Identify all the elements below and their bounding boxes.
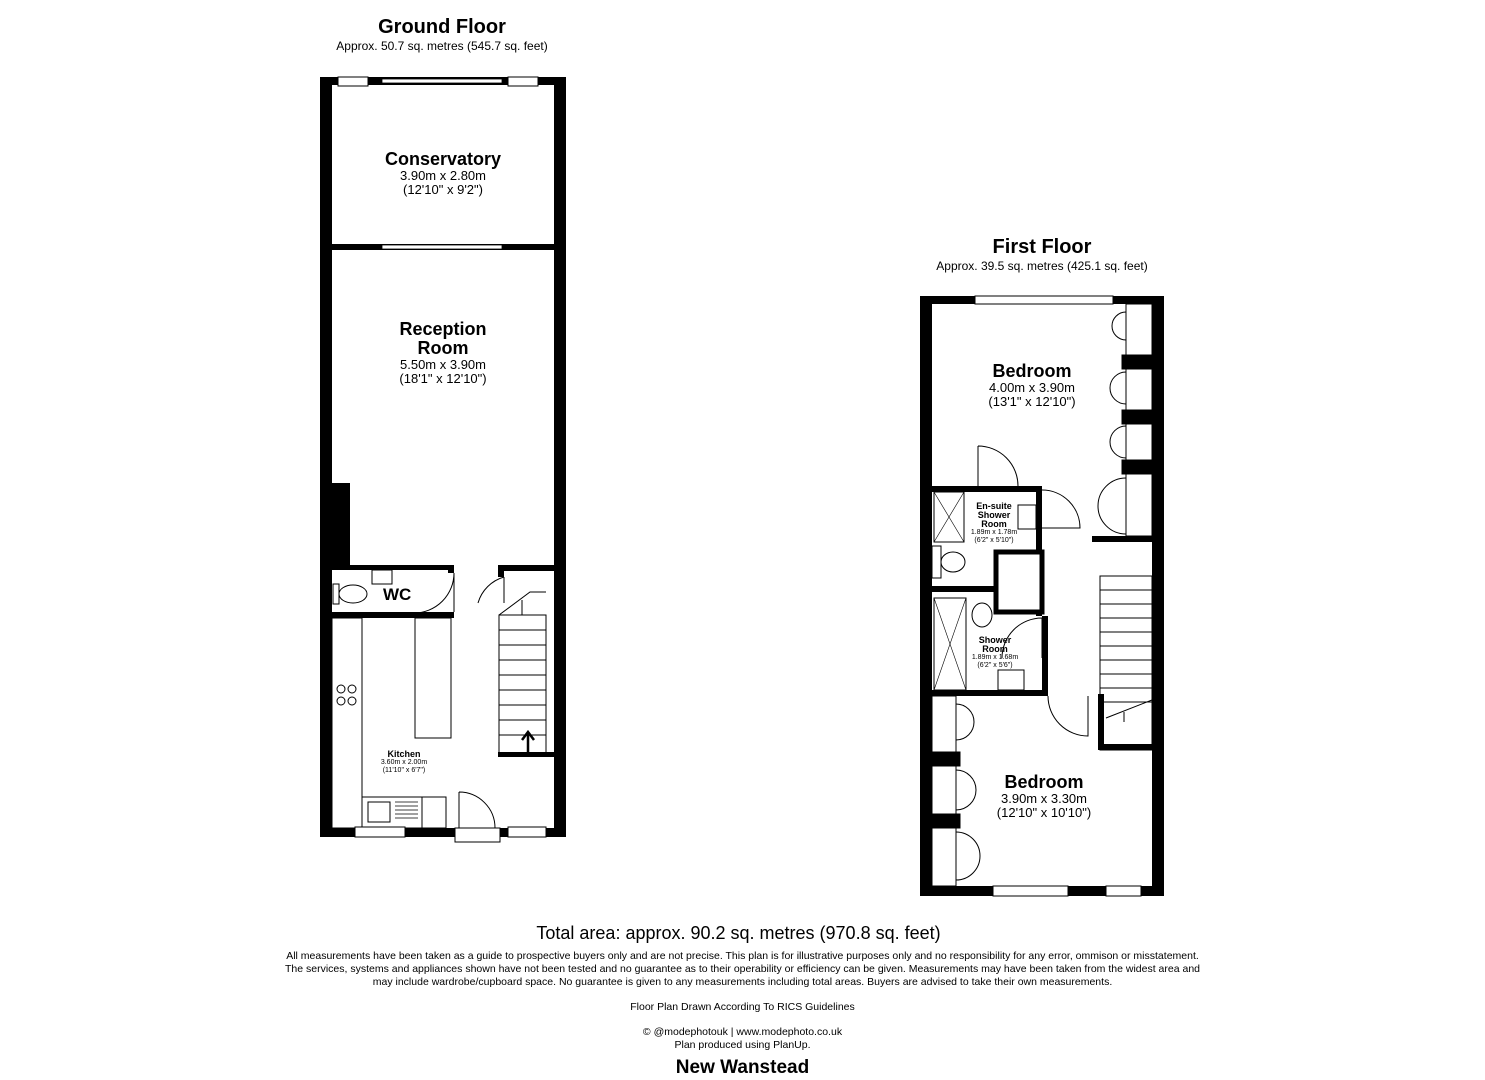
- room-dimensions-imperial: (13'1" x 12'10"): [988, 394, 1076, 409]
- gf-wall: [332, 565, 454, 570]
- rics-guidelines: Floor Plan Drawn According To RICS Guidelines: [630, 1001, 855, 1013]
- ff-wall: [1042, 616, 1048, 696]
- produced-by-line: Plan produced using PlanUp.: [674, 1039, 811, 1051]
- total-area: Total area: approx. 90.2 sq. metres (970.8 sq. feet): [536, 923, 941, 943]
- ff-door-swing: [1048, 696, 1088, 736]
- gf-door-swing: [414, 573, 454, 613]
- room-label-reception: [342, 320, 544, 386]
- room-name: Shower: [978, 635, 1012, 645]
- first-floor-area: Approx. 39.5 sq. metres (425.1 sq. feet): [936, 259, 1148, 273]
- gf-door-swing: [459, 792, 495, 828]
- wardrobe: [1098, 304, 1152, 536]
- room-dimensions-metric: 3.60m x 2.00m: [380, 759, 428, 766]
- room-name: Kitchen: [387, 749, 421, 759]
- room-dimensions-metric: 1.89m x 1.78m: [970, 529, 1018, 536]
- room-name: Shower: [977, 510, 1011, 520]
- room-label-kitchen: [362, 750, 446, 775]
- basin-icon: [372, 570, 392, 584]
- gf-sliding-door: [382, 245, 502, 249]
- gf-window: [355, 827, 405, 837]
- room-name: Room: [417, 338, 469, 358]
- gf-left-wall: [320, 77, 332, 837]
- room-name: Reception: [399, 319, 487, 339]
- sink-icon: [368, 802, 390, 822]
- room-label-bedroom-1: [950, 362, 1114, 409]
- basin-icon: [998, 670, 1024, 690]
- gf-window: [508, 827, 546, 837]
- kitchen-island: [415, 618, 451, 738]
- room-dimensions-metric: 4.00m x 3.90m: [989, 380, 1075, 395]
- ff-right-wall: [1152, 296, 1164, 896]
- gf-staircase: [499, 592, 546, 755]
- disclaimer-line: All measurements have been taken as a guide to prospective buyers only and are not precise. This plan is for illustrative purposes only and no responsibility for any error, ommison or misstatement.: [286, 950, 1199, 962]
- toilet-icon: [941, 552, 965, 572]
- ff-window: [993, 886, 1068, 896]
- gf-wall: [498, 565, 554, 571]
- gf-right-wall: [554, 77, 566, 837]
- room-dimensions-imperial: (12'10" x 10'10"): [996, 805, 1092, 820]
- room-dimensions-metric: 3.90m x 3.30m: [1001, 791, 1087, 806]
- kitchen-worktop: [332, 618, 362, 828]
- room-dimensions-metric: 5.50m x 3.90m: [400, 357, 486, 372]
- ff-wall: [1098, 744, 1152, 750]
- ff-staircase: [1100, 576, 1152, 750]
- ff-wall: [1098, 694, 1104, 750]
- first-floor-title: First Floor: [992, 236, 1092, 258]
- ff-wall: [932, 690, 1048, 696]
- location-name: New Wanstead: [675, 1057, 810, 1078]
- gf-wall: [332, 612, 454, 618]
- gf-window: [338, 77, 368, 86]
- disclaimer: [0, 950, 1485, 989]
- cupboard: [996, 552, 1042, 612]
- gf-door-swing: [478, 577, 504, 603]
- gf-chimney: [332, 483, 350, 565]
- room-label-shower-room: [966, 636, 1024, 670]
- ff-left-wall: [920, 296, 932, 896]
- gf-sliding-door: [382, 79, 502, 83]
- room-dimensions-imperial: (11'10" x 6'7"): [382, 767, 426, 774]
- toilet-cistern-icon: [932, 546, 941, 578]
- front-door: [455, 828, 500, 842]
- room-name: Room: [982, 644, 1008, 654]
- gf-window: [508, 77, 538, 86]
- gf-wall: [448, 565, 454, 573]
- room-label-bedroom-2: [962, 773, 1126, 820]
- room-dimensions-imperial: (12'10" x 9'2"): [403, 182, 483, 197]
- toilet-icon: [339, 585, 367, 603]
- ground-floor-area: Approx. 50.7 sq. metres (545.7 sq. feet): [336, 39, 548, 53]
- room-dimensions-metric: 1.89m x 1.68m: [971, 654, 1019, 661]
- toilet-icon: [972, 603, 992, 627]
- ff-wall: [1092, 536, 1152, 542]
- disclaimer-line: The services, systems and appliances shown have not been tested and no guarantee as to their operability or efficiency can be given. Measurements may have been taken from the widest area and: [284, 963, 1200, 975]
- room-name: Bedroom: [992, 361, 1072, 381]
- room-dimensions-imperial: (6'2" x 5'10"): [974, 537, 1014, 544]
- ff-door-swing: [1042, 490, 1080, 528]
- ff-door-swing: [978, 446, 1018, 486]
- room-name: Room: [981, 519, 1007, 529]
- kitchen-worktop: [422, 797, 446, 828]
- gf-wall: [498, 565, 504, 577]
- credit-line: © @modephotouk | www.modephoto.co.uk: [642, 1026, 843, 1038]
- room-name: En-suite: [976, 501, 1012, 511]
- ground-floor-title: Ground Floor: [378, 16, 506, 38]
- room-name: Bedroom: [1004, 772, 1084, 792]
- toilet-cistern-icon: [333, 584, 339, 604]
- room-label-conservatory: [342, 150, 544, 197]
- room-dimensions-metric: 3.90m x 2.80m: [400, 168, 486, 183]
- ff-wall: [932, 486, 1040, 492]
- gf-wall: [498, 752, 554, 757]
- disclaimer-line: may include wardrobe/cupboard space. No guarantee is given to any measurements including total areas. Buyers are advised to take their own measurements.: [372, 976, 1113, 988]
- ff-window: [975, 296, 1113, 304]
- room-name-wc: WC: [383, 585, 412, 604]
- room-label-ensuite: [966, 502, 1022, 545]
- first-floor-heading: [900, 236, 1184, 273]
- ff-window: [1106, 886, 1141, 896]
- room-dimensions-imperial: (6'2" x 5'6"): [977, 662, 1013, 669]
- ground-floor-heading: [300, 16, 584, 53]
- room-name: Conservatory: [384, 149, 502, 169]
- room-dimensions-imperial: (18'1" x 12'10"): [399, 371, 487, 386]
